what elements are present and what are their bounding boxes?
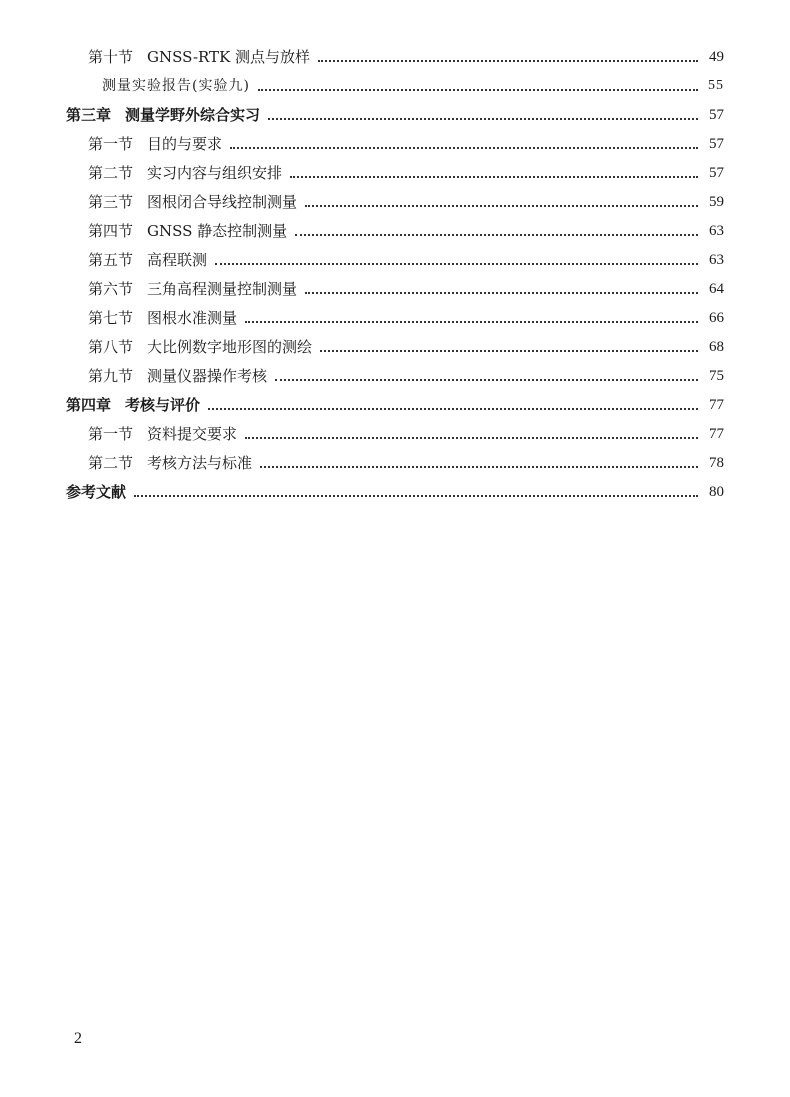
toc-entry-page: 63: [709, 223, 724, 239]
toc-entry-number: 第一节: [88, 135, 134, 153]
toc-entry-page: 75: [709, 368, 724, 384]
toc-entry-page: 63: [709, 252, 724, 268]
toc-entry-title: 图根闭合导线控制测量: [147, 193, 298, 211]
toc-leader-dots: [305, 291, 698, 294]
toc-entry[interactable]: [102, 73, 724, 99]
toc-entry-number: 第七节: [88, 309, 134, 327]
toc-entry[interactable]: [88, 131, 724, 157]
toc-entry-page: 77: [709, 397, 724, 413]
toc-entry[interactable]: [88, 160, 724, 186]
toc-leader-dots: [230, 146, 698, 149]
toc-entry-number: 第四节: [88, 222, 134, 240]
toc-entry-title: 实习内容与组织安排: [147, 164, 283, 182]
toc-entry-title: 测量仪器操作考核: [147, 367, 268, 385]
toc-entry-page: 57: [709, 165, 724, 181]
toc-entry[interactable]: [88, 334, 724, 360]
toc-entry[interactable]: [88, 189, 724, 215]
toc-entry-title: GNSS 静态控制测量: [147, 222, 288, 240]
toc-leader-dots: [258, 88, 698, 91]
toc-leader-dots: [275, 378, 698, 381]
toc-entry-title: 测量实验报告(实验九): [102, 78, 250, 94]
toc-entry-number: 第六节: [88, 280, 134, 298]
toc-entry-title: 大比例数字地形图的测绘: [147, 338, 313, 356]
toc-entry-title: 三角高程测量控制测量: [147, 280, 298, 298]
toc-leader-dots: [268, 117, 698, 120]
toc-leader-dots: [260, 465, 698, 468]
toc-entry-title: 资料提交要求: [147, 425, 238, 443]
toc-entry-number: 第二节: [88, 164, 134, 182]
toc-chapter-entry[interactable]: [66, 102, 724, 128]
toc-entry-number: 第九节: [88, 367, 134, 385]
toc-entry-number: 第一节: [88, 425, 134, 443]
toc-leader-dots: [305, 204, 698, 207]
toc-entry-page: 49: [709, 49, 724, 65]
toc-entry[interactable]: [88, 421, 724, 447]
toc-entry-page: 57: [709, 107, 724, 123]
toc-entry-page: 77: [709, 426, 724, 442]
toc-entry-page: 80: [709, 484, 724, 500]
toc-entry-title: 参考文献: [66, 483, 127, 501]
toc-entry[interactable]: [88, 247, 724, 273]
toc-leader-dots: [208, 407, 698, 410]
toc-entry-page: 59: [709, 194, 724, 210]
toc-entry[interactable]: [88, 218, 724, 244]
toc-entry-title: 测量学野外综合实习: [125, 106, 261, 124]
toc-entry-number: 第三节: [88, 193, 134, 211]
toc-entry-page: 57: [709, 136, 724, 152]
toc-entry-title: GNSS-RTK 测点与放样: [147, 48, 311, 66]
toc-entry-number: 第三章: [66, 106, 112, 124]
toc-leader-dots: [320, 349, 698, 352]
toc-entry[interactable]: [88, 305, 724, 331]
toc-leader-dots: [295, 233, 698, 236]
toc-leader-dots: [318, 59, 698, 62]
toc-entry-number: 第五节: [88, 251, 134, 269]
toc-entry-number: 第十节: [88, 48, 134, 66]
toc-entry-title: 目的与要求: [147, 135, 223, 153]
toc-chapter-entry[interactable]: [66, 392, 724, 418]
toc-entry[interactable]: [88, 44, 724, 70]
toc-entry-page: 68: [709, 339, 724, 355]
toc-entry-page: 66: [709, 310, 724, 326]
toc-entry-number: 第二节: [88, 454, 134, 472]
toc-entry-page: 64: [709, 281, 724, 297]
toc-leader-dots: [215, 262, 698, 265]
toc-entry-title: 图根水准测量: [147, 309, 238, 327]
toc-entry-page: 55: [708, 78, 724, 93]
toc-entry[interactable]: [88, 450, 724, 476]
toc-entry-title: 考核方法与标准: [147, 454, 253, 472]
toc-entry-title: 考核与评价: [125, 396, 201, 414]
toc-chapter-entry[interactable]: [66, 479, 724, 505]
toc-entry[interactable]: [88, 276, 724, 302]
toc-entry-title: 高程联测: [147, 251, 208, 269]
toc-leader-dots: [290, 175, 698, 178]
toc-leader-dots: [245, 320, 698, 323]
toc-entry-number: 第八节: [88, 338, 134, 356]
toc-entry-number: 第四章: [66, 396, 112, 414]
toc-leader-dots: [134, 494, 698, 497]
toc-entry-page: 78: [709, 455, 724, 471]
toc-entry[interactable]: [88, 363, 724, 389]
page-number: 2: [74, 1030, 82, 1047]
toc-leader-dots: [245, 436, 698, 439]
